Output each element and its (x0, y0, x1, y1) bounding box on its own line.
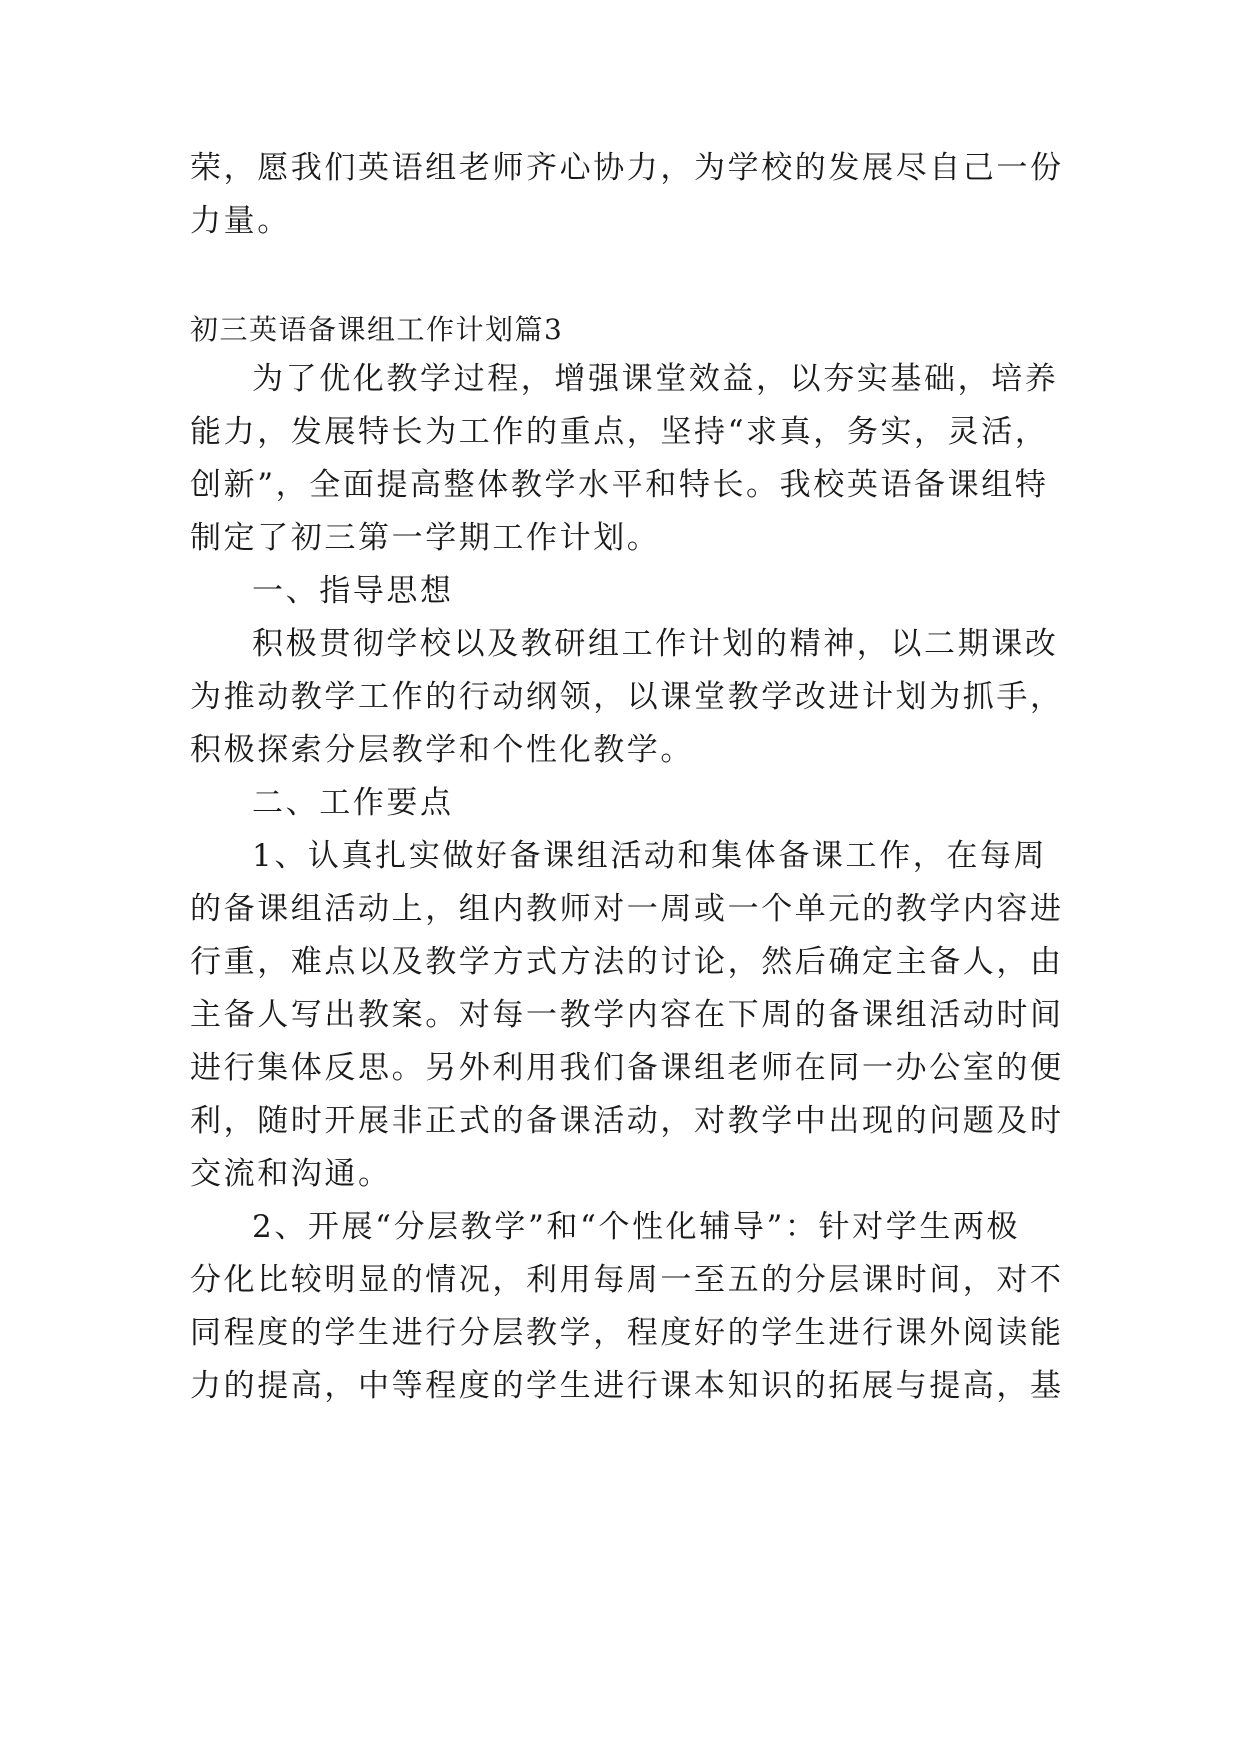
section-title: 初三英语备课组工作计划篇3 (190, 313, 564, 346)
paragraph-line: 积极贯彻学校以及教研组工作计划的精神，以二期课改 (252, 626, 1059, 662)
paragraph-line: 同程度的学生进行分层教学，程度好的学生进行课外阅读能 (190, 1315, 1064, 1351)
paragraph-line: 力的提高，中等程度的学生进行课本知识的拓展与提高，基 (190, 1368, 1064, 1404)
paragraph-line: 主备人写出教案。对每一教学内容在下周的备课组活动时间 (190, 997, 1064, 1033)
paragraph-line: 积极探索分层教学和个性化教学。 (190, 732, 694, 768)
paragraph-line: 为推动教学工作的行动纲领，以课堂教学改进计划为抓手， (190, 679, 1064, 715)
subheading: 一、指导思想 (252, 573, 454, 609)
paragraph-line: 能力，发展特长为工作的重点，坚持“求真，务实，灵活， (190, 414, 1049, 450)
paragraph-line: 荣，愿我们英语组老师齐心协力，为学校的发展尽自己一份 (190, 150, 1064, 186)
paragraph-line: 制定了初三第一学期工作计划。 (190, 520, 661, 556)
paragraph-line: 进行集体反思。另外利用我们备课组老师在同一办公室的便 (190, 1050, 1064, 1086)
paragraph-line: 为了优化教学过程，增强课堂效益，以夯实基础，培养 (252, 361, 1059, 397)
paragraph-line: 行重，难点以及教学方式方法的讨论，然后确定主备人，由 (190, 944, 1064, 980)
paragraph-line: 的备课组活动上，组内教师对一周或一个单元的教学内容进 (190, 891, 1064, 927)
paragraph-line: 1、认真扎实做好备课组活动和集体备课工作，在每周 (252, 838, 1048, 874)
paragraph-line: 分化比较明显的情况，利用每周一至五的分层课时间，对不 (190, 1262, 1064, 1298)
paragraph-line: 2、开展“分层教学”和“个性化辅导”：针对学生两极 (252, 1209, 1021, 1245)
paragraph-line: 创新”，全面提高整体教学水平和特长。我校英语备课组特 (190, 467, 1049, 503)
paragraph-line: 力量。 (190, 203, 291, 239)
subheading: 二、工作要点 (252, 785, 454, 821)
paragraph-line: 利，随时开展非正式的备课活动，对教学中出现的问题及时 (190, 1103, 1064, 1139)
paragraph-line: 交流和沟通。 (190, 1156, 392, 1192)
